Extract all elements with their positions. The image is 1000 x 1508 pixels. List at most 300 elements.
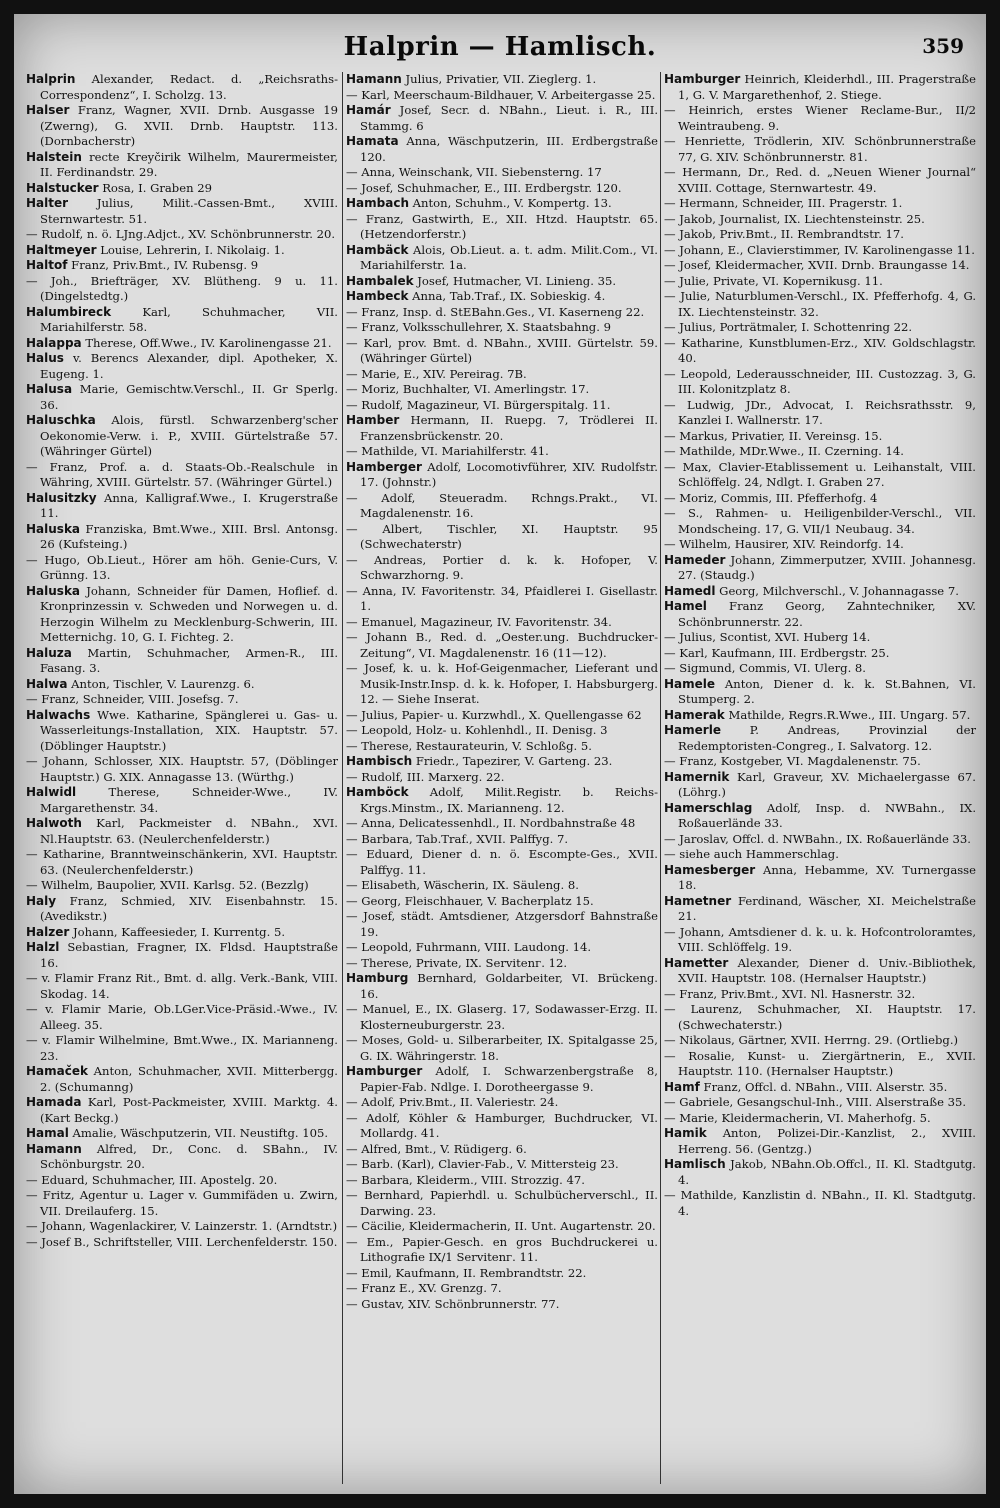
column-2 — [342, 72, 658, 1484]
directory-entry — [346, 630, 658, 661]
directory-entry — [26, 847, 338, 878]
directory-entry — [346, 444, 658, 460]
entry-text: — Barb. (Karl), Clavier-Fab., V. Mittersteig 23. — [346, 1157, 619, 1171]
directory-entry — [26, 258, 338, 274]
entry-text: Franz Georg, Zahntechniker, XV. Schönbrunnerstr. 22. — [678, 599, 976, 629]
entry-text: — Eduard, Schuhmacher, III. Apostelg. 20. — [26, 1172, 278, 1187]
directory-entry — [346, 134, 658, 165]
entry-surname: Hamburg — [346, 971, 409, 985]
directory-entry — [346, 243, 658, 274]
entry-text: — Franz E., XV. Grenzg. 7. — [346, 1281, 502, 1295]
entry-text: — Anna, Weinschank, VII. Siebensterng. 17 — [346, 165, 602, 179]
entry-text: Anton, Tischler, V. Laurenzg. 6. — [67, 676, 255, 691]
directory-entry — [26, 754, 338, 785]
directory-entry — [346, 1281, 658, 1297]
entry-text: — Marie, Kleidermacherin, VI. Maherhofg. 5. — [664, 1110, 931, 1125]
entry-surname: Halzer — [26, 924, 70, 939]
column-1 — [26, 72, 338, 1484]
entry-text: — Mathilde, Kanzlistin d. NBahn., II. Kl. Stadtgutg. 4. — [664, 1188, 976, 1218]
entry-surname: Hametter — [664, 955, 729, 970]
entry-surname: Hamann — [26, 1141, 82, 1156]
directory-entry — [346, 708, 658, 724]
entry-text: — Karl, Kaufmann, III. Erdbergstr. 25. — [664, 645, 890, 660]
directory-entry — [26, 553, 338, 584]
entry-text: — Rudolf, n. ö. LJng.Adjct., XV. Schönbrunnerstr. 20. — [26, 227, 336, 241]
entry-text: Friedr., Tapezirer, V. Garteng. 23. — [412, 754, 613, 768]
directory-entry — [346, 72, 658, 88]
directory-entry — [346, 274, 658, 290]
directory-entry — [664, 1095, 976, 1111]
directory-entry — [346, 1297, 658, 1313]
entry-text: — Hermann, Schneider, III. Pragerstr. 1. — [664, 196, 903, 210]
entry-text: — Cäcilie, Kleidermacherin, II. Unt. Augartenstr. 20. — [346, 1219, 656, 1233]
running-head-title: Halprin — Hamlisch. — [343, 32, 657, 62]
entry-text: — Gustav, XIV. Schönbrunnerstr. 77. — [346, 1296, 560, 1311]
entry-surname: Hamik — [664, 1126, 707, 1140]
entry-text: — Barbara, Kleiderm., VIII. Strozzig. 47. — [346, 1172, 585, 1187]
entry-text: — Jakob, Journalist, IX. Liechtensteinstr. 25. — [664, 211, 925, 226]
directory-entry — [26, 925, 338, 941]
entry-text: — siehe auch Hammerschlag. — [664, 847, 839, 861]
entry-text: — Anna, IV. Favoritenstr. 34, Pfaidlerei I. Gisellastr. 1. — [346, 583, 658, 613]
entry-text: — Johann, Schlosser, XIX. Hauptstr. 57, (Döblinger Hauptstr.) G. XIX. Annagasse 13. (Würthg.) — [26, 754, 338, 784]
entry-surname: Hambeck — [346, 289, 409, 303]
directory-entry — [664, 274, 976, 290]
entry-text: Georg, Milchverschl., V. Johannagasse 7. — [715, 583, 959, 598]
directory-entry — [664, 460, 976, 491]
entry-text: Rosa, I. Graben 29 — [98, 180, 212, 195]
directory-entry — [26, 692, 338, 708]
entry-surname: Halstein — [26, 149, 82, 164]
directory-entry — [346, 584, 658, 615]
directory-entry — [346, 754, 658, 770]
directory-entry — [26, 971, 338, 1002]
entry-text: — Georg, Fleischhauer, V. Bacherplatz 15. — [346, 893, 594, 908]
entry-text: Anna, Tab.Traf., IX. Sobieskig. 4. — [408, 289, 606, 303]
entry-text: Heinrich, Kleiderhdl., III. Pragerstraße 1, G. V. Margarethenhof, 2. Stiege. — [678, 72, 976, 102]
entry-text: — Josef, städt. Amtsdiener, Atzgersdorf Bahnstraße 19. — [346, 909, 658, 939]
entry-text: Karl, Packmeister d. NBahn., XVI. Nl.Hauptstr. 63. (Neulerchenfelderstr.) — [40, 816, 338, 846]
entry-text: — Johann, Amtsdiener d. k. u. k. Hofcontroloramtes, VIII. Schlöffelg. 19. — [664, 924, 976, 954]
entry-text: — Emil, Kaufmann, II. Rembrandtstr. 22. — [346, 1265, 587, 1280]
directory-entry — [346, 661, 658, 708]
directory-entry — [346, 878, 658, 894]
directory-entry — [664, 165, 976, 196]
entry-surname: Hamal — [26, 1126, 69, 1140]
directory-entry — [664, 894, 976, 925]
directory-entry — [26, 816, 338, 847]
entry-text: Wwe. Katharine, Spänglerei u. Gas- u. Wasserleitungs-Installation, XIX. Hauptstr. 57. (Döblinger Hauptstr.) — [40, 707, 338, 753]
entry-text: — Rudolf, III. Marxerg. 22. — [346, 769, 505, 784]
entry-text: — Elisabeth, Wäscherin, IX. Säuleng. 8. — [346, 878, 579, 892]
directory-entry — [346, 382, 658, 398]
directory-entry — [664, 227, 976, 243]
directory-entry — [664, 72, 976, 103]
entry-text: — Wilhelm, Baupolier, XVII. Karlsg. 52. (Bezzlg) — [26, 878, 309, 892]
entry-text: — Karl, prov. Bmt. d. NBahn., XVIII. Gürtelstr. 59. (Währinger Gürtel) — [346, 335, 658, 365]
entry-text: Jakob, NBahn.Ob.Offcl., II. Kl. Stadtgutg. 4. — [678, 1157, 976, 1187]
entry-surname: Haltmeyer — [26, 242, 97, 257]
directory-entry — [664, 258, 976, 274]
directory-entry — [346, 1219, 658, 1235]
directory-entry — [664, 1111, 976, 1127]
entry-text: Julius, Privatier, VII. Zieglerg. 1. — [401, 72, 597, 86]
entry-text: Ferdinand, Wäscher, XI. Meichelstraße 21. — [678, 893, 976, 923]
entry-text: — Julie, Naturblumen-Verschl., IX. Pfefferhofg. 4, G. IX. Liechtensteinstr. 32. — [664, 289, 976, 319]
directory-entry — [664, 646, 976, 662]
directory-entry — [664, 1002, 976, 1033]
entry-text: Karl, Schuhmacher, VII. Mariahilferstr. 58. — [40, 304, 338, 334]
entry-surname: Hamber — [346, 413, 400, 427]
entry-text: — Josef, Schuhmacher, E., III. Erdbergstr. 120. — [346, 180, 622, 195]
directory-entry — [346, 1111, 658, 1142]
directory-entry — [346, 305, 658, 321]
entry-text: — Heinrich, erstes Wiener Reclame-Bur., II/2 Weintraubeng. 9. — [664, 103, 976, 133]
directory-entry — [664, 661, 976, 677]
entry-text: — Josef B., Schriftsteller, VIII. Lerchenfelderstr. 150. — [26, 1234, 338, 1249]
entry-text: — Katharine, Kunstblumen-Erz., XIV. Goldschlagstr. 40. — [664, 335, 976, 365]
entry-text: — Katharine, Branntweinschänkerin, XVI. Hauptstr. 63. (Neulerchenfelderstr.) — [26, 847, 338, 877]
entry-text: Anna, Wäschputzerin, III. Erdbergstraße 120. — [360, 134, 658, 164]
directory-entry — [26, 460, 338, 491]
entry-text: — Moriz, Buchhalter, VI. Amerlingstr. 17. — [346, 382, 590, 396]
directory-entry — [26, 1095, 338, 1126]
entry-text: — v. Flamir Wilhelmine, Bmt.Wwe., IX. Marianneng. 23. — [26, 1033, 338, 1063]
directory-entry — [26, 1142, 338, 1173]
directory-entry — [26, 382, 338, 413]
directory-entry — [664, 832, 976, 848]
directory-entry — [346, 723, 658, 739]
entry-surname: Haluza — [26, 645, 72, 660]
entry-surname: Hamaček — [26, 1064, 88, 1078]
directory-entry — [664, 289, 976, 320]
directory-entry — [664, 956, 976, 987]
entry-text: — Leopold, Holz- u. Kohlenhdl., II. Denisg. 3 — [346, 723, 608, 737]
directory-entry — [346, 739, 658, 755]
directory-entry — [346, 1002, 658, 1033]
entry-text: — v. Flamir Franz Rit., Bmt. d. allg. Verk.-Bank, VIII. Skodag. 14. — [26, 971, 338, 1001]
entry-text: — Moriz, Commis, III. Pfefferhofg. 4 — [664, 490, 878, 505]
entry-surname: Halwoth — [26, 816, 82, 830]
entry-surname: Hamf — [664, 1079, 700, 1094]
entry-text: Josef, Secr. d. NBahn., Lieut. i. R., III. Stammg. 6 — [360, 103, 658, 133]
directory-entry — [26, 72, 338, 103]
directory-entry — [26, 1219, 338, 1235]
entry-text: — Julius, Porträtmaler, I. Schottenring 22. — [664, 320, 913, 334]
entry-text: Karl, Post-Packmeister, XVIII. Marktg. 4. (Kart Beckg.) — [40, 1095, 338, 1125]
entry-surname: Hamburger — [346, 1064, 423, 1078]
directory-entry — [664, 444, 976, 460]
directory-page — [14, 14, 986, 1494]
entry-text: Franz, Wagner, XVII. Drnb. Ausgasse 19 (Zwerng), G. XVII. Drnb. Hauptstr. 113. (Dornbacherstr) — [40, 103, 338, 148]
entry-text: Johann, Zimmerputzer, XVIII. Johannesg. 27. (Staudg.) — [678, 552, 976, 582]
directory-entry — [664, 1126, 976, 1157]
directory-entry — [346, 785, 658, 816]
entry-surname: Hamann — [346, 72, 402, 86]
page-number: 359 — [922, 34, 964, 58]
directory-entry — [346, 212, 658, 243]
entry-surname: Hamata — [346, 134, 399, 148]
directory-entry — [26, 305, 338, 336]
entry-text: — Joh., Briefträger, XV. Blütheng. 9 u. 11. (Dingelstedtg.) — [26, 273, 338, 303]
entry-text: Alexander, Redact. d. „Reichsraths-Correspondenz“, I. Scholzg. 13. — [40, 72, 338, 102]
entry-text: — Jaroslav, Offcl. d. NWBahn., IX. Roßauerlände 33. — [664, 831, 971, 846]
entry-text: Julius, Milit.-Cassen-Bmt., XVIII. Sternwartestr. 51. — [40, 196, 338, 226]
directory-entry — [664, 1157, 976, 1188]
directory-entry — [664, 754, 976, 770]
page-header — [14, 32, 986, 72]
directory-entry — [664, 925, 976, 956]
directory-entry — [346, 413, 658, 444]
entry-surname: Halwachs — [26, 707, 91, 722]
entry-text: Anna, Kalligraf.Wwe., I. Krugerstraße 11. — [40, 490, 338, 520]
directory-entry — [346, 1157, 658, 1173]
directory-entry — [664, 367, 976, 398]
entry-text: — Josef, Kleidermacher, XVII. Drnb. Braungasse 14. — [664, 258, 970, 272]
entry-surname: Haltof — [26, 258, 68, 272]
directory-entry — [26, 103, 338, 150]
entry-text: — Josef, k. u. k. Hof-Geigenmacher, Lieferant und Musik-Instr.Insp. d. k. k. Hofoper, I. Habsburgerg. 12. — Siehe Inserat. — [346, 661, 658, 706]
entry-text: — v. Flamir Marie, Ob.LGer.Vice-Präsid.-Wwe., IV. Alleeg. 35. — [26, 1002, 338, 1032]
entry-surname: Haluska — [26, 583, 81, 598]
directory-entry — [346, 320, 658, 336]
entry-surname: Halus — [26, 351, 64, 365]
directory-entry — [664, 1049, 976, 1080]
entry-text: — Hermann, Dr., Red. d. „Neuen Wiener Journal“ XVIII. Cottage, Sternwartestr. 49. — [664, 165, 976, 195]
entry-text: — Albert, Tischler, XI. Hauptstr. 95 (Schwechaterstr) — [346, 521, 658, 551]
directory-entry — [26, 150, 338, 181]
entry-surname: Hamerle — [664, 723, 721, 737]
entry-text: Anton, Schuhm., V. Kompertg. 13. — [409, 196, 612, 210]
directory-entry — [346, 909, 658, 940]
directory-entry — [664, 398, 976, 429]
entry-text: Alois, Ob.Lieut. a. t. adm. Milit.Com., VI. Mariahilferstr. 1a. — [360, 242, 658, 272]
directory-entry — [664, 212, 976, 228]
entry-text: — Moses, Gold- u. Silberarbeiter, IX. Spitalgasse 25, G. IX. Währingerstr. 18. — [346, 1033, 658, 1063]
directory-entry — [346, 1033, 658, 1064]
directory-entry — [346, 88, 658, 104]
entry-text: Anton, Polizei-Dir.-Kanzlist, 2., XVIII. Herreng. 56. (Gentzg.) — [678, 1126, 976, 1156]
entry-text: Anton, Diener d. k. k. St.Bahnen, VI. Stumperg. 2. — [678, 676, 976, 706]
entry-surname: Hametner — [664, 893, 732, 908]
entry-text: Alfred, Dr., Conc. d. SBahn., IV. Schönburgstr. 20. — [40, 1141, 338, 1171]
directory-entry — [26, 227, 338, 243]
entry-text: Sebastian, Fragner, IX. Fldsd. Hauptstraße 16. — [40, 940, 338, 970]
directory-entry — [664, 1033, 976, 1049]
entry-text: — Johann, Wagenlackirer, V. Lainzerstr. 1. (Arndtstr.) — [26, 1219, 338, 1233]
entry-surname: Halstucker — [26, 180, 99, 195]
directory-entry — [346, 165, 658, 181]
entry-text: — Marie, E., XIV. Pereirag. 7B. — [346, 366, 527, 381]
directory-entry — [664, 506, 976, 537]
entry-text: — Franz, Schneider, VIII. Josefsg. 7. — [26, 692, 239, 706]
entry-surname: Hamberger — [346, 459, 422, 474]
directory-entry — [346, 181, 658, 197]
directory-entry — [664, 863, 976, 894]
entry-text: — Karl, Meerschaum-Bildhauer, V. Arbeitergasse 25. — [346, 87, 656, 102]
entry-text: Johann, Kaffeesieder, I. Kurrentg. 5. — [69, 924, 286, 939]
directory-entry — [26, 785, 338, 816]
entry-text: Adolf, I. Schwarzenbergstraße 8, Papier-Fab. Ndlge. I. Dorotheergasse 9. — [360, 1064, 658, 1094]
entry-text: v. Berencs Alexander, dipl. Apotheker, X. Eugeng. 1. — [40, 351, 338, 381]
entry-text: Johann, Schneider für Damen, Hoflief. d. Kronprinzessin v. Schweden und Norwegen u. d. Herzogin Wilhelm zu Mecklenburg-Schwerin, III. Metternichg. 10, G. I. Fichteg. 2. — [40, 583, 338, 644]
entry-text: — Andreas, Portier d. k. k. Hofoper, V. Schwarzhorng. 9. — [346, 552, 658, 582]
entry-text: — Sigmund, Commis, VI. Ulerg. 8. — [664, 661, 866, 675]
directory-entry — [346, 1142, 658, 1158]
entry-text: — Hugo, Ob.Lieut., Hörer am höh. Genie-Curs, V. Grünng. 13. — [26, 552, 338, 582]
entry-surname: Hamernik — [664, 769, 730, 784]
directory-entry — [664, 491, 976, 507]
entry-text: Franz, Priv.Bmt., IV. Rubensg. 9 — [67, 258, 259, 272]
entry-text: — Johann B., Red. d. „Oester.ung. Buchdrucker-Zeitung“, VI. Magdalenenstr. 16 (11—12). — [346, 630, 658, 660]
entry-surname: Halser — [26, 103, 70, 117]
directory-entry — [346, 522, 658, 553]
entry-text: Karl, Graveur, XV. Michaelergasse 67. (Löhrg.) — [678, 769, 976, 799]
entry-text: Anton, Schuhmacher, XVII. Mitterbergg. 2. (Schumanng) — [40, 1064, 338, 1094]
entry-text: — Julius, Scontist, XVI. Huberg 14. — [664, 630, 871, 644]
directory-entry — [26, 181, 338, 197]
entry-surname: Haluska — [26, 521, 81, 536]
directory-entry — [346, 615, 658, 631]
entry-text: — Max, Clavier-Etablissement u. Leihanstalt, VIII. Schlöffelg. 24, Ndlgt. I. Graben 27. — [664, 459, 976, 489]
directory-entry — [664, 987, 976, 1003]
entry-surname: Hamár — [346, 103, 391, 117]
directory-entry — [346, 103, 658, 134]
entry-text: — Franz, Prof. a. d. Staats-Ob.-Realschule in Währing, XVIII. Gürtelstr. 57. (Währinger Gürtel.) — [26, 459, 338, 489]
entry-text: — Mathilde, VI. Mariahilferstr. 41. — [346, 444, 549, 458]
entry-surname: Hambäck — [346, 242, 409, 257]
entry-text: — Anna, Delicatessenhdl., II. Nordbahnstraße 48 — [346, 816, 636, 830]
entry-text: — Eduard, Diener d. n. ö. Escompte-Ges., XVII. Palffyg. 11. — [346, 847, 658, 877]
entry-surname: Halwidl — [26, 785, 77, 799]
entry-text: — Rudolf, Magazineur, VI. Bürgerspitalg. 11. — [346, 397, 611, 412]
directory-entry — [664, 1080, 976, 1096]
entry-text: recte Kreyčirik Wilhelm, Maurermeister, II. Ferdinandstr. 29. — [40, 149, 338, 179]
entry-text: — Franz, Insp. d. StEBahn.Ges., VI. Kaserneng 22. — [346, 304, 645, 319]
entry-surname: Hamedl — [664, 583, 716, 598]
entry-text: — Gabriele, Gesangschul-Inh., VIII. Alserstraße 35. — [664, 1095, 967, 1109]
directory-entry — [346, 289, 658, 305]
directory-entry — [664, 801, 976, 832]
entry-text: — Leopold, Lederausschneider, III. Custozzag. 3, G. III. Kolonitzplatz 8. — [664, 366, 976, 396]
entry-text: Amalie, Wäschputzerin, VII. Neustiftg. 105. — [68, 1126, 329, 1140]
directory-entry — [346, 1095, 658, 1111]
directory-entry — [664, 1188, 976, 1219]
entry-text: — Emanuel, Magazineur, IV. Favoritenstr. 34. — [346, 614, 612, 629]
entry-text: Martin, Schuhmacher, Armen-R., III. Fasang. 3. — [40, 645, 338, 675]
entry-text: Adolf, Insp. d. NWBahn., IX. Roßauerlände 33. — [678, 800, 976, 830]
directory-entry — [26, 940, 338, 971]
directory-entry — [664, 630, 976, 646]
directory-entry — [346, 1266, 658, 1282]
directory-entry — [346, 816, 658, 832]
directory-entry — [346, 460, 658, 491]
entry-surname: Hambach — [346, 196, 409, 210]
directory-entry — [346, 553, 658, 584]
entry-text: — Henriette, Trödlerin, XIV. Schönbrunnerstraße 77, G. XIV. Schönbrunnerstr. 81. — [664, 134, 976, 164]
entry-text: — Adolf, Priv.Bmt., II. Valeriestr. 24. — [346, 1095, 559, 1109]
directory-entry — [26, 491, 338, 522]
entry-text: Marie, Gemischtw.Verschl., II. Gr Sperlg. 36. — [40, 382, 338, 412]
directory-entry — [346, 847, 658, 878]
directory-entry — [664, 584, 976, 600]
entry-text: — Alfred, Bmt., V. Rüdigerg. 6. — [346, 1141, 527, 1156]
entry-text: — Nikolaus, Gärtner, XVII. Herrng. 29. (Ortliebg.) — [664, 1033, 959, 1047]
directory-entry — [664, 429, 976, 445]
entry-surname: Hameder — [664, 552, 726, 567]
directory-entry — [26, 677, 338, 693]
directory-entry — [346, 956, 658, 972]
directory-entry — [664, 708, 976, 724]
directory-entry — [26, 1235, 338, 1251]
directory-entry — [26, 522, 338, 553]
entry-text: Anna, Hebamme, XV. Turnergasse 18. — [678, 862, 976, 892]
entry-text: Adolf, Locomotivführer, XIV. Rudolfstr. 17. (Johnstr.) — [360, 459, 658, 489]
entry-text: — Franz, Volksschullehrer, X. Staatsbahng. 9 — [346, 320, 611, 334]
directory-entry — [26, 878, 338, 894]
entry-surname: Hamerak — [664, 707, 725, 722]
directory-entry — [346, 1173, 658, 1189]
directory-entry — [26, 1173, 338, 1189]
entry-text: Therese, Off.Wwe., IV. Karolinengasse 21. — [81, 335, 332, 350]
entry-text: — Leopold, Fuhrmann, VIII. Laudong. 14. — [346, 940, 592, 954]
entry-text: — Markus, Privatier, II. Vereinsg. 15. — [664, 428, 883, 443]
entry-surname: Halzl — [26, 940, 60, 954]
directory-entry — [346, 770, 658, 786]
entry-text: — Franz, Kostgeber, VI. Magdalenenstr. 75. — [664, 754, 921, 768]
directory-entry — [26, 351, 338, 382]
directory-entry — [26, 196, 338, 227]
entry-text: Mathilde, Regrs.R.Wwe., III. Ungarg. 57. — [724, 707, 971, 722]
directory-entry — [346, 367, 658, 383]
entry-surname: Halusa — [26, 382, 73, 396]
directory-entry — [346, 1188, 658, 1219]
directory-entry — [664, 134, 976, 165]
directory-entry — [346, 971, 658, 1002]
entry-text: Louise, Lehrerin, I. Nikolaig. 1. — [96, 242, 285, 257]
directory-entry — [664, 677, 976, 708]
entry-surname: Hambalek — [346, 273, 414, 288]
entry-text: — Julius, Papier- u. Kurzwhdl., X. Quellengasse 62 — [346, 707, 642, 722]
directory-entry — [346, 196, 658, 212]
directory-entry — [664, 599, 976, 630]
entry-text: Franziska, Bmt.Wwe., XIII. Brsl. Antonsg. 26 (Kufsteing.) — [40, 521, 338, 551]
entry-text: Therese, Schneider-Wwe., IV. Margarethenstr. 34. — [40, 785, 338, 815]
entry-text: — Ludwig, JDr., Advocat, I. Reichsrathsstr. 9, Kanzlei I. Wallnerstr. 17. — [664, 397, 976, 427]
directory-entry — [346, 491, 658, 522]
entry-surname: Halusitzky — [26, 490, 97, 505]
directory-entry — [26, 1033, 338, 1064]
entry-text: — Therese, Restaurateurin, V. Schloßg. 5. — [346, 738, 592, 753]
entry-text: — Adolf, Steueradm. Rchngs.Prakt., VI. Magdalenenstr. 16. — [346, 490, 658, 520]
entry-text: — S., Rahmen- u. Heiligenbilder-Verschl., VII. Mondscheing. 17, G. VII/1 Neubaug. 34. — [664, 506, 976, 536]
entry-text: — Adolf, Köhler & Hamburger, Buchdrucker, VI. Mollardg. 41. — [346, 1110, 658, 1140]
directory-entry — [664, 336, 976, 367]
directory-entry — [26, 708, 338, 755]
entry-text: — Rosalie, Kunst- u. Ziergärtnerin, E., XVII. Hauptstr. 110. (Hernalser Hauptstr.) — [664, 1048, 976, 1078]
entry-surname: Hamlisch — [664, 1157, 726, 1171]
entry-text: — Wilhelm, Hausirer, XIV. Reindorfg. 14. — [664, 537, 904, 551]
entry-text: — Jakob, Priv.Bmt., II. Rembrandtstr. 17. — [664, 227, 904, 241]
directory-entry — [346, 940, 658, 956]
entry-surname: Haly — [26, 893, 57, 908]
entry-text: — Fritz, Agentur u. Lager v. Gummifäden u. Zwirn, VII. Dreilauferg. 15. — [26, 1188, 338, 1218]
entry-text: — Bernhard, Papierhdl. u. Schulbücherverschl., II. Darwing. 23. — [346, 1188, 658, 1218]
entry-surname: Halappa — [26, 335, 82, 350]
directory-entry — [346, 398, 658, 414]
directory-entry — [346, 894, 658, 910]
entry-text: — Laurenz, Schuhmacher, XI. Hauptstr. 17. (Schwechaterstr.) — [664, 1002, 976, 1032]
